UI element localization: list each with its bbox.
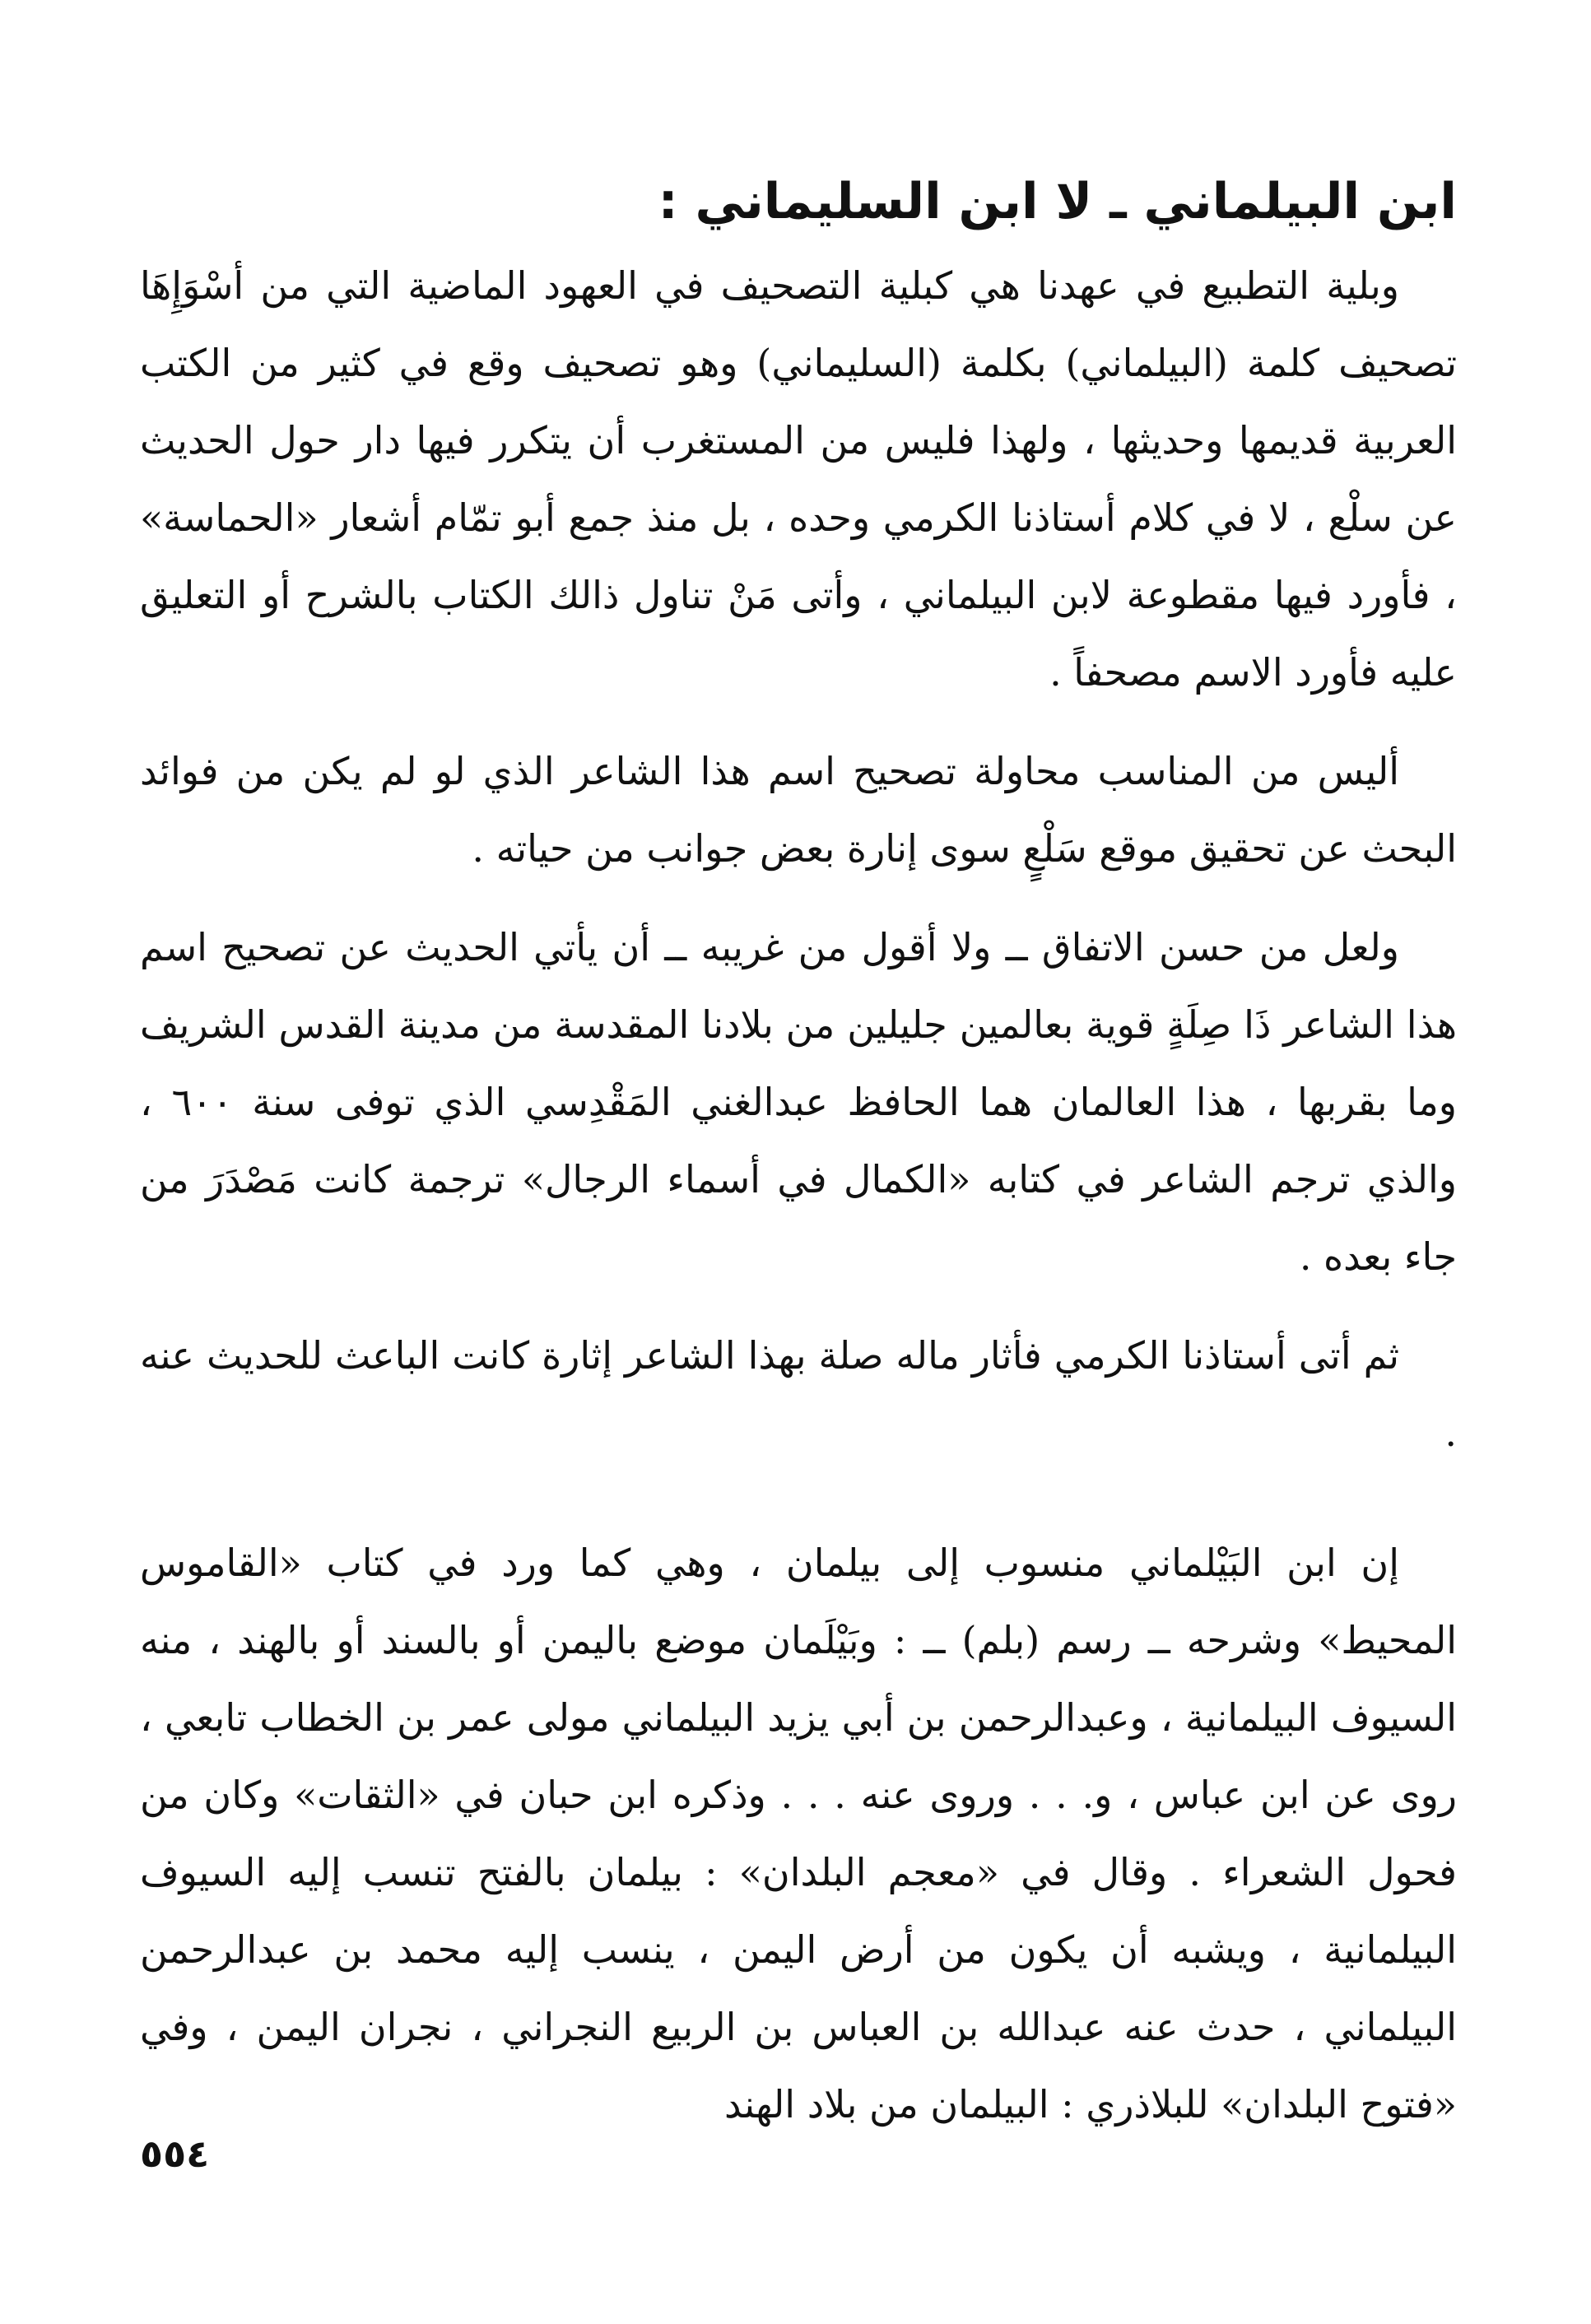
paragraph-4: ثم أتى أستاذنا الكرمي فأثار ماله صلة بهذا الشاعر إثارة كانت الباعث للحديث عنه . (140, 1333, 1457, 1455)
page-content (140, 156, 1457, 2143)
paragraph-3: ولعل من حسن الاتفاق ــ ولا أقول من غريبه ــ أن يأتي الحديث عن تصحيح اسم هذا الشاعر ذَا صِلَةٍ قوية بعالمين جليلين من بلادنا المقدسة من مدينة القدس الشريف وما بقربها ، هذا العالمان هما الحافظ عبدالغني المَقْدِسي الذي توفى سنة ٦٠٠ ، والذي ترجم الشاعر في كتابه «الكمال في أسماء الرجال» ترجمة كانت مَصْدَرَ من جاء بعده . (140, 925, 1458, 1279)
page-number: ٥٥٤ (140, 2131, 210, 2176)
section-heading: ابن البيلماني ـ لا ابن السليماني : (658, 173, 1457, 230)
paragraph-2: أليس من المناسب محاولة تصحيح اسم هذا الشاعر الذي لو لم يكن من فوائد البحث عن تحقيق موقع سَلْعٍ سوى إنارة بعض جوانب من حياته . (140, 749, 1457, 871)
paragraph-1: وبلية التطبيع في عهدنا هي كبلية التصحيف في العهود الماضية التي من أسْوَإِهَا تصحيف كلمة (البيلماني) بكلمة (السليماني) وهو تصحيف وقع في كثير من الكتب العربية قديمها وحديثها ، ولهذا فليس من المستغرب أن يتكرر فيها دار حول الحديث عن سلْع ، لا في كلام أستاذنا الكرمي وحده ، بل منذ جمع أبو تمّام أشعار «الحماسة» ، فأورد فيها مقطوعة لابن البيلماني ، وأتى مَنْ تناول ذالك الكتاب بالشرح أو التعليق عليه فأورد الاسم مصحفاً . (140, 263, 1457, 695)
paragraph-5: إن ابن البَيْلماني منسوب إلى بيلمان ، وهي كما ورد في كتاب «القاموس المحيط» وشرحه ــ رسم (بلم) ــ : وبَيْلَمان موضع باليمن أو بالسند أو بالهند ، منه السيوف البيلمانية ، وعبدالرحمن بن أبي يزيد البيلماني مولى عمر بن الخطاب تابعي ، روى عن ابن عباس ، و. . . وروى عنه . . . وذكره ابن حبان في «الثقات» وكان من فحول الشعراء . وقال في «معجم البلدان» : بيلمان بالفتح تنسب إليه السيوف البيلمانية ، ويشبه أن يكون من أرض اليمن ، ينسب إليه محمد بن عبدالرحمن البيلماني ، حدث عنه عبدالله بن العباس بن الربيع النجراني ، نجران اليمن ، وفي «فتوح البلدان» للبلاذري : البيلمان من بلاد الهند (140, 1541, 1457, 2126)
